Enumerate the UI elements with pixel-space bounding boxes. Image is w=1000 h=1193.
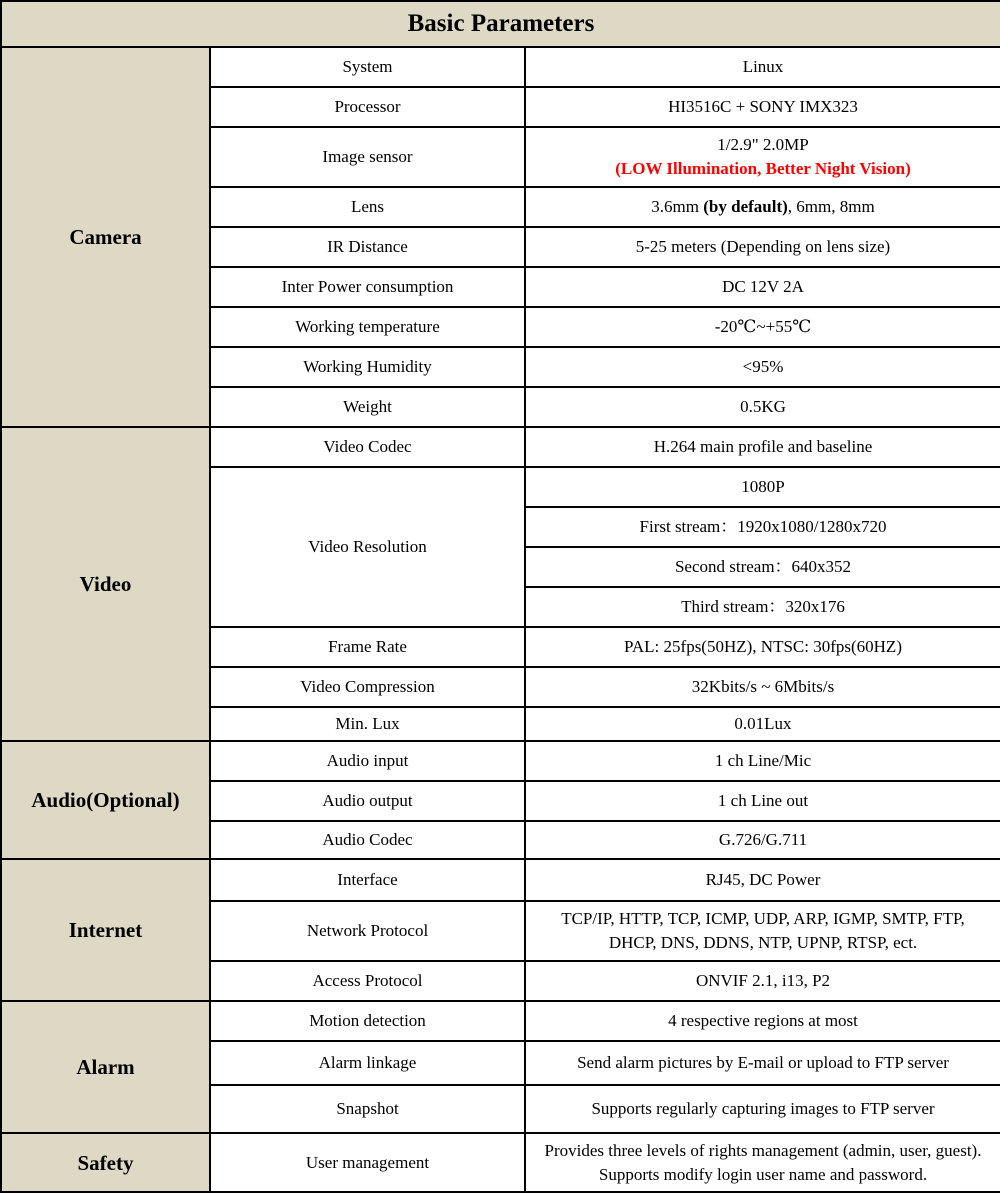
param-value: Second stream：640x352 xyxy=(525,547,1000,587)
category-audio: Audio(Optional) xyxy=(1,741,210,859)
param-value: ONVIF 2.1, i13, P2 xyxy=(525,961,1000,1001)
param-name: Motion detection xyxy=(210,1001,525,1041)
param-name: Video Resolution xyxy=(210,467,525,627)
param-value: 1 ch Line out xyxy=(525,781,1000,821)
network-protocol-line-1: TCP/IP, HTTP, TCP, ICMP, UDP, ARP, IGMP, SMTP, FTP, xyxy=(561,909,965,928)
param-value: 4 respective regions at most xyxy=(525,1001,1000,1041)
param-name: Working temperature xyxy=(210,307,525,347)
param-value: 0.5KG xyxy=(525,387,1000,427)
param-value xyxy=(525,901,1000,961)
param-value: First stream：1920x1080/1280x720 xyxy=(525,507,1000,547)
category-video: Video xyxy=(1,427,210,741)
network-protocol-line-2: DHCP, DNS, DDNS, NTP, UPNP, RTSP, ect. xyxy=(608,933,918,952)
user-management-line-1: Provides three levels of rights management (admin, user, guest). xyxy=(544,1140,982,1160)
category-internet: Internet xyxy=(1,859,210,1001)
param-name: Audio Codec xyxy=(210,821,525,859)
param-value: 32Kbits/s ~ 6Mbits/s xyxy=(525,667,1000,707)
param-value: HI3516C + SONY IMX323 xyxy=(525,87,1000,127)
param-value: 0.01Lux xyxy=(525,707,1000,741)
param-name: IR Distance xyxy=(210,227,525,267)
param-name: User management xyxy=(210,1133,525,1192)
param-value xyxy=(525,1133,1000,1192)
param-name: Inter Power consumption xyxy=(210,267,525,307)
param-value: 1080P xyxy=(525,467,1000,507)
param-value xyxy=(525,127,1000,187)
param-name: System xyxy=(210,47,525,87)
image-sensor-value: 1/2.9" 2.0MP xyxy=(717,135,809,154)
param-value: 1 ch Line/Mic xyxy=(525,741,1000,781)
param-value: <95% xyxy=(525,347,1000,387)
param-name: Video Codec xyxy=(210,427,525,467)
category-safety: Safety xyxy=(1,1133,210,1192)
param-name: Working Humidity xyxy=(210,347,525,387)
param-name: Lens xyxy=(210,187,525,227)
param-value: Supports regularly capturing images to FTP server xyxy=(525,1085,1000,1133)
param-name: Frame Rate xyxy=(210,627,525,667)
table-title: Basic Parameters xyxy=(1,1,1000,47)
param-value xyxy=(525,187,1000,227)
param-value: Linux xyxy=(525,47,1000,87)
param-name: Audio output xyxy=(210,781,525,821)
param-value: RJ45, DC Power xyxy=(525,859,1000,901)
user-management-line-2: Supports modify login user name and password. xyxy=(598,1164,928,1184)
param-name: Access Protocol xyxy=(210,961,525,1001)
category-camera: Camera xyxy=(1,47,210,427)
param-value: Send alarm pictures by E-mail or upload to FTP server xyxy=(525,1041,1000,1085)
param-value: PAL: 25fps(50HZ), NTSC: 30fps(60HZ) xyxy=(525,627,1000,667)
param-name: Image sensor xyxy=(210,127,525,187)
image-sensor-note: (LOW Illumination, Better Night Vision) xyxy=(615,159,911,178)
param-value: H.264 main profile and baseline xyxy=(525,427,1000,467)
param-name: Min. Lux xyxy=(210,707,525,741)
param-value: Third stream：320x176 xyxy=(525,587,1000,627)
param-name: Snapshot xyxy=(210,1085,525,1133)
param-name: Network Protocol xyxy=(210,901,525,961)
lens-default-label: (by default) xyxy=(703,197,788,216)
param-value: G.726/G.711 xyxy=(525,821,1000,859)
lens-value-default: 3.6mm xyxy=(651,197,704,216)
param-name: Interface xyxy=(210,859,525,901)
category-alarm: Alarm xyxy=(1,1001,210,1133)
lens-value-others: , 6mm, 8mm xyxy=(787,197,875,216)
param-value: DC 12V 2A xyxy=(525,267,1000,307)
param-name: Alarm linkage xyxy=(210,1041,525,1085)
param-name: Video Compression xyxy=(210,667,525,707)
param-value: 5-25 meters (Depending on lens size) xyxy=(525,227,1000,267)
param-name: Audio input xyxy=(210,741,525,781)
param-name: Processor xyxy=(210,87,525,127)
param-value: -20℃~+55℃ xyxy=(525,307,1000,347)
param-name: Weight xyxy=(210,387,525,427)
